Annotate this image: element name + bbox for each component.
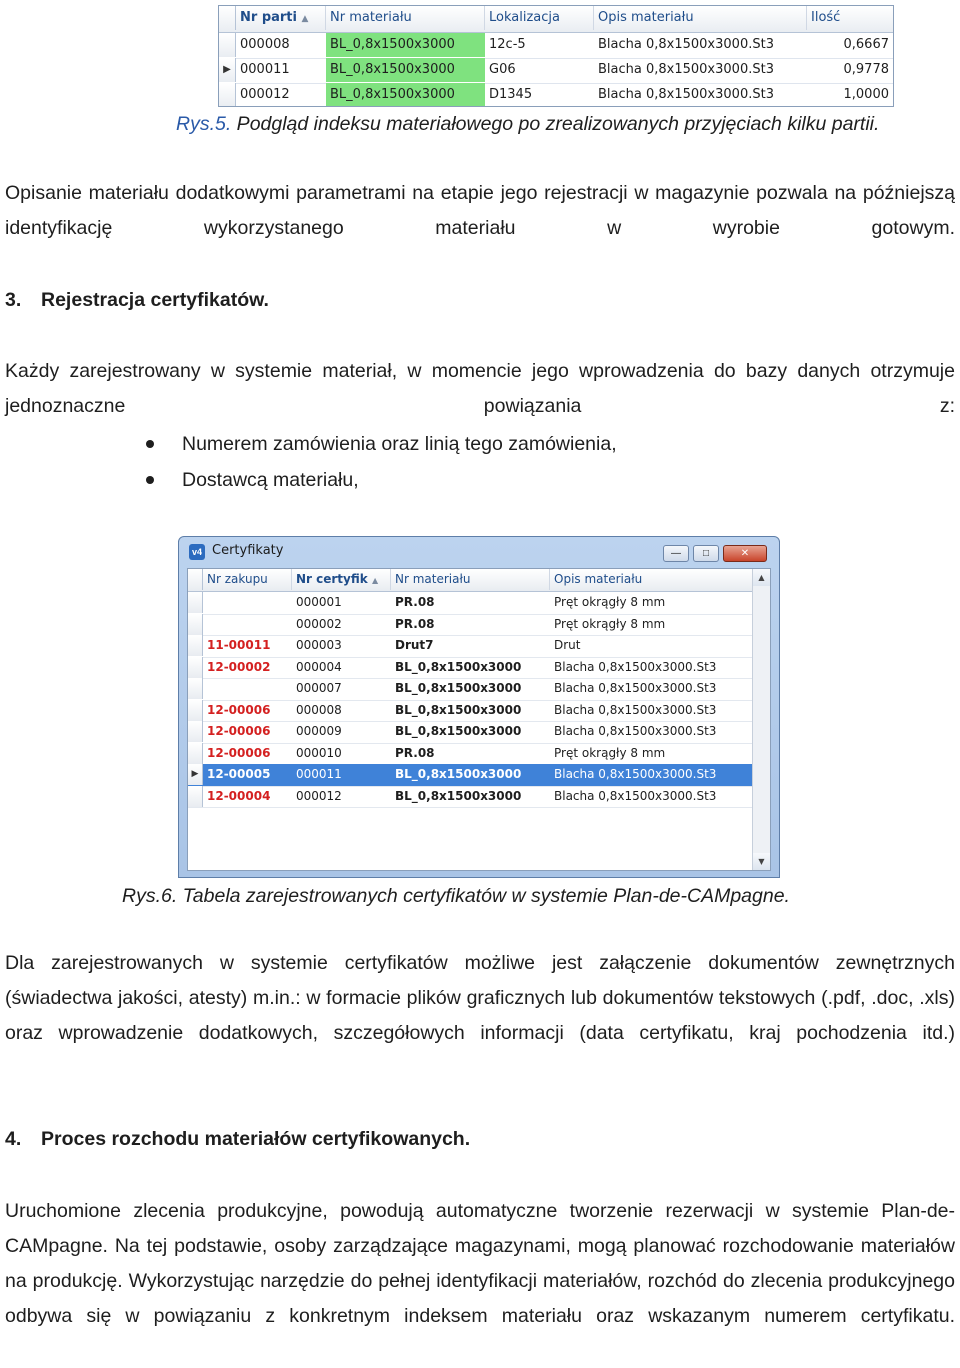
table-row[interactable] [188, 786, 753, 809]
table-cell: BL_0,8x1500x3000 [326, 58, 485, 82]
row-indicator [188, 721, 203, 742]
table-row[interactable] [188, 743, 753, 766]
table-cell [203, 592, 292, 613]
table-cell: Blacha 0,8x1500x3000.St3 [554, 767, 717, 781]
table-cell: 12-00002 [207, 659, 271, 674]
column-header-nr-certyfik[interactable]: Nr certyfik ▲ [292, 569, 391, 590]
close-icon: ✕ [740, 548, 750, 559]
table-cell: PR.08 [395, 616, 435, 631]
table-row[interactable] [188, 678, 753, 701]
sort-ascending-icon: ▲ [301, 14, 309, 24]
table-cell: Pręt okrągły 8 mm [554, 616, 666, 631]
table-cell: Blacha 0,8x1500x3000.St3 [598, 37, 774, 52]
table-cell: BL_0,8x1500x3000 [395, 659, 522, 674]
table-cell: 000002 [296, 616, 342, 631]
section-heading-4: 4. Proces rozchodu materiałów certyfikowanych. [5, 1128, 471, 1150]
table-row[interactable] [219, 83, 893, 107]
column-header-opis-materialu[interactable]: Opis materiału [554, 572, 643, 586]
certificates-window [178, 536, 780, 878]
row-indicator [188, 743, 203, 764]
table-cell: 0,6667 [843, 37, 889, 52]
column-header-nr-materialu[interactable]: Nr materiału [391, 569, 550, 590]
table-row[interactable] [188, 700, 753, 723]
window-titlebar[interactable] [179, 537, 779, 567]
table-cell: 000007 [296, 681, 342, 695]
section-heading-3: 3. Rejestracja certyfikatów. [5, 289, 269, 311]
table-cell: BL_0,8x1500x3000 [395, 788, 522, 803]
table-cell: 000011 [240, 62, 290, 77]
table-cell: 000008 [296, 702, 342, 717]
sort-ascending-icon: ▲ [371, 576, 379, 585]
maximize-icon: □ [702, 548, 710, 559]
paragraph-registration: Każdy zarejestrowany w systemie materiał, w momencie jego wprowadzenia do bazy danych otrzymuje jednoznaczne powiązania z: [5, 360, 955, 417]
paragraph-attachments: Dla zarejestrowanych w systemie certyfikatów możliwe jest załączenie dokumentów zewnętrznych (świadectwa jakości, atesty) m.in.: w formacie plików graficznych lub dokumentów tekstowych (.pdf, .doc, .xls) oraz wprowadzenie dodatkowych, szczegółowych informacji (data certyfikatu, kraj pochodzenia itd.) [5, 952, 955, 1044]
table-row[interactable] [188, 764, 753, 787]
table-cell: 000009 [296, 724, 342, 738]
table-cell: BL_0,8x1500x3000 [395, 702, 522, 717]
table-cell: 000001 [296, 595, 342, 609]
row-indicator [219, 83, 236, 107]
table-cell: 000004 [296, 659, 342, 674]
table-cell: PR.08 [395, 595, 435, 609]
table-cell: Blacha 0,8x1500x3000.St3 [554, 681, 717, 695]
table-cell: Drut7 [395, 638, 434, 652]
table-cell: Drut [554, 638, 581, 652]
maximize-button[interactable] [693, 545, 719, 562]
table-cell: Blacha 0,8x1500x3000.St3 [554, 702, 717, 717]
bullet-list [140, 426, 617, 498]
row-indicator [188, 657, 203, 678]
table-row[interactable] [188, 614, 753, 637]
column-header-ilosc[interactable]: Ilość [811, 10, 841, 25]
grid-header [188, 569, 753, 592]
table-cell [203, 614, 292, 635]
table-cell: 000003 [296, 638, 342, 652]
table-cell: PR.08 [395, 745, 435, 760]
table-cell: 12-00005 [207, 767, 271, 781]
table-cell: Pręt okrągły 8 mm [554, 745, 666, 760]
table-cell: Blacha 0,8x1500x3000.St3 [554, 724, 717, 738]
window-title: Certyfikaty [212, 543, 284, 558]
figure-caption-6: Rys.6. Tabela zarejestrowanych certyfikatów w systemie Plan-de-CAMpagne. [122, 885, 790, 907]
scroll-down-icon[interactable]: ▼ [753, 853, 770, 870]
row-pointer-icon: ▶ [219, 58, 236, 82]
minimize-icon: — [671, 548, 681, 559]
row-indicator [188, 614, 203, 635]
column-header-nr-zakupu[interactable]: Nr zakupu [203, 569, 292, 590]
list-item: Numerem zamówienia oraz linią tego zamówienia, [140, 426, 617, 462]
row-indicator [188, 635, 203, 656]
table-cell [203, 678, 292, 699]
column-header-lokalizacja[interactable]: Lokalizacja [485, 6, 594, 30]
table-row[interactable] [188, 592, 753, 615]
column-header-opis[interactable]: Opis materiału [594, 6, 807, 30]
table-cell: Pręt okrągły 8 mm [554, 595, 666, 609]
scroll-up-icon[interactable]: ▲ [753, 569, 770, 586]
grid-header [219, 6, 893, 33]
table-cell: BL_0,8x1500x3000 [395, 767, 522, 781]
table-cell: G06 [489, 62, 516, 77]
table-cell: D1345 [489, 87, 533, 102]
minimize-button[interactable] [663, 545, 689, 562]
table-row[interactable] [188, 635, 753, 658]
header-corner [188, 569, 203, 590]
table-cell: Blacha 0,8x1500x3000.St3 [554, 659, 717, 674]
material-index-grid [218, 5, 894, 107]
table-cell: 000011 [296, 767, 342, 781]
table-cell: Blacha 0,8x1500x3000.St3 [598, 87, 774, 102]
row-indicator [188, 592, 203, 613]
close-button[interactable] [723, 545, 767, 562]
certificates-grid [187, 568, 771, 871]
table-cell: 12-00006 [207, 724, 271, 738]
table-row[interactable] [219, 58, 893, 84]
column-header-nr-materialu[interactable]: Nr materiału [326, 6, 485, 30]
table-cell: BL_0,8x1500x3000 [326, 83, 485, 107]
table-cell: 12-00004 [207, 788, 271, 803]
header-corner [219, 6, 236, 30]
list-item: Dostawcą materiału, [140, 462, 617, 498]
vertical-scrollbar[interactable] [752, 569, 770, 870]
figure-caption-5: Rys.5. Podgląd indeksu materiałowego po zrealizowanych przyjęciach kilku partii. [176, 113, 880, 135]
paragraph-process: Uruchomione zlecenia produkcyjne, powodują automatyczne tworzenie rezerwacji w systemie Plan-de-CAMpagne. Na tej podstawie, osoby zarządzające magazynami, mogą planować rozchodowanie materiałów na produkcję. Wykorzystując narzędzie do pełnej identyfikacji materiałów, rozchód do zlecenia produkcyjnego odbywa się w powiązaniu z konkretnym indeksem materiału oraz wskazanym numerem certyfikatu. [5, 1200, 955, 1327]
table-row[interactable] [219, 33, 893, 59]
row-indicator [188, 678, 203, 699]
row-indicator [219, 33, 236, 57]
table-cell: BL_0,8x1500x3000 [395, 724, 522, 738]
table-cell: 000010 [296, 745, 342, 760]
table-cell: 11-00011 [207, 638, 271, 652]
table-cell: 000012 [240, 87, 290, 102]
table-cell: 12-00006 [207, 745, 271, 760]
table-row[interactable] [188, 657, 753, 680]
table-cell: 1,0000 [843, 87, 889, 102]
table-cell: 12c-5 [489, 37, 526, 52]
table-cell: 0,9778 [843, 62, 889, 77]
table-cell: BL_0,8x1500x3000 [326, 33, 485, 57]
table-cell: BL_0,8x1500x3000 [395, 681, 522, 695]
table-cell: 000012 [296, 788, 342, 803]
table-row[interactable] [188, 721, 753, 744]
row-indicator [188, 786, 203, 807]
table-cell: Blacha 0,8x1500x3000.St3 [554, 788, 717, 803]
table-cell: 12-00006 [207, 702, 271, 717]
row-pointer-icon: ▶ [188, 764, 203, 785]
app-icon: v4 [189, 544, 205, 560]
column-header-nr-parti[interactable]: Nr parti ▲ [236, 6, 326, 30]
table-cell: 000008 [240, 37, 290, 52]
paragraph-material-description: Opisanie materiału dodatkowymi parametrami na etapie jego rejestracji w magazynie pozwala na późniejszą identyfikację wykorzystanego materiału w wyrobie gotowym. [5, 182, 955, 239]
table-cell: Blacha 0,8x1500x3000.St3 [598, 62, 774, 77]
row-indicator [188, 700, 203, 721]
